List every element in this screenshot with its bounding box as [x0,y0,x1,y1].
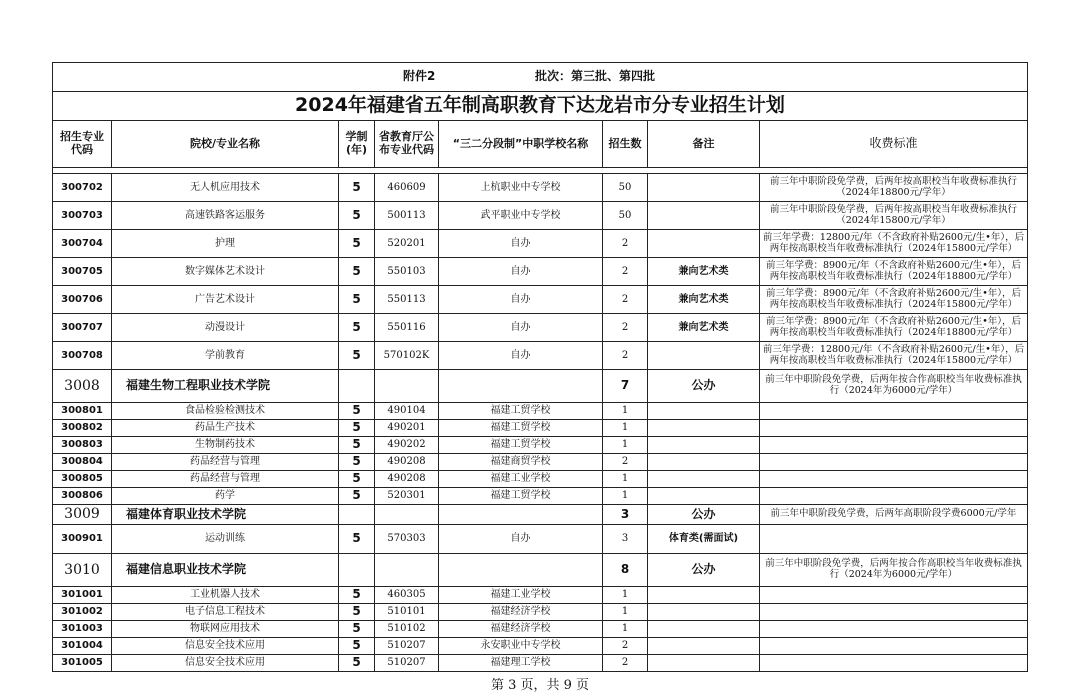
prov-code: 550113 [375,286,439,314]
years: 5 [339,488,375,505]
note [648,202,760,230]
prov-code: 490208 [375,454,439,471]
major-name: 高速铁路客运服务 [112,202,339,230]
school-count: 7 [603,370,648,403]
header-school: “三二分段制”中职学校名称 [439,121,603,168]
school-count: 3 [603,505,648,525]
major-code: 300707 [53,314,112,342]
school-type: 公办 [648,554,760,587]
school-type: 公办 [648,370,760,403]
years: 5 [339,286,375,314]
empty-cell [375,505,439,525]
empty-cell [760,420,1028,437]
major-code: 301003 [53,621,112,638]
table-row [53,230,1028,258]
empty-cell [760,471,1028,488]
empty-cell [339,554,375,587]
years: 5 [339,525,375,554]
table-row [53,655,1028,672]
years: 5 [339,471,375,488]
empty-cell [439,370,603,403]
header-note: 备注 [648,121,760,168]
school-name: 自办 [439,230,603,258]
table-row [53,471,1028,488]
major-name: 数字媒体艺术设计 [112,258,339,286]
empty-cell [760,587,1028,604]
table-row [53,286,1028,314]
school-fee: 前三年中职阶段免学费，后两年按合作高职校当年收费标准执行（2024年为6000元/学年） [760,554,1028,587]
empty-cell [648,604,760,621]
empty-cell [648,420,760,437]
school-code: 3010 [53,554,112,587]
years: 5 [339,587,375,604]
years: 5 [339,258,375,286]
major-name: 药品经营与管理 [112,471,339,488]
table-row [53,342,1028,370]
prov-code: 550116 [375,314,439,342]
enroll-count: 50 [603,202,648,230]
header-code: 招生专业代码 [53,121,112,168]
prov-code: 500113 [375,202,439,230]
fee-standard: 前三年学费：12800元/年（不含政府补贴2600元/生•年），后两年按高职校当年收费标准执行（2024年15800元/学年） [760,230,1028,258]
enroll-count: 2 [603,314,648,342]
table-row [53,403,1028,420]
enroll-count: 2 [603,286,648,314]
empty-cell [648,471,760,488]
major-name: 护理 [112,230,339,258]
school-type: 公办 [648,505,760,525]
major-code: 300901 [53,525,112,554]
school-name: 福建商贸学校 [439,454,603,471]
years: 5 [339,621,375,638]
major-code: 300704 [53,230,112,258]
major-name: 动漫设计 [112,314,339,342]
school-name: 福建工贸学校 [439,403,603,420]
major-name: 电子信息工程技术 [112,604,339,621]
years: 5 [339,604,375,621]
table-row [53,174,1028,202]
note: 兼向艺术类 [648,314,760,342]
years: 5 [339,655,375,672]
enroll-count: 1 [603,420,648,437]
major-name: 生物制药技术 [112,437,339,454]
school-name: 自办 [439,286,603,314]
school-fee: 前三年中职阶段免学费，后两年按合作高职校当年收费标准执行（2024年为6000元/学年） [760,370,1028,403]
table-row [53,202,1028,230]
empty-cell [760,655,1028,672]
empty-cell [760,604,1028,621]
enroll-count: 2 [603,258,648,286]
school-row [53,370,1028,403]
enroll-count: 2 [603,454,648,471]
empty-cell [648,488,760,505]
table-row [53,258,1028,286]
note: 体育类(需面试) [648,525,760,554]
empty-cell [648,454,760,471]
table-row [53,621,1028,638]
school-name: 福建经济学校 [439,604,603,621]
table-row [53,420,1028,437]
document-title: 2024年福建省五年制高职教育下达龙岩市分专业招生计划 [53,92,1028,121]
empty-cell [760,403,1028,420]
major-name: 广告艺术设计 [112,286,339,314]
enroll-count: 1 [603,471,648,488]
enroll-count: 50 [603,174,648,202]
major-name: 药品经营与管理 [112,454,339,471]
enrollment-plan-table [52,62,1028,672]
prov-code: 510207 [375,638,439,655]
years: 5 [339,202,375,230]
major-code: 300803 [53,437,112,454]
table-row [53,604,1028,621]
major-code: 300702 [53,174,112,202]
major-name: 药学 [112,488,339,505]
enroll-count: 1 [603,621,648,638]
header-count: 招生数 [603,121,648,168]
major-code: 300805 [53,471,112,488]
years: 5 [339,420,375,437]
fee-standard: 前三年学费：8900元/年（不含政府补贴2600元/生•年），后两年按高职校当年收费标准执行（2024年18800元/学年） [760,258,1028,286]
prov-code: 510102 [375,621,439,638]
major-name: 物联网应用技术 [112,621,339,638]
empty-cell [439,505,603,525]
major-name: 药品生产技术 [112,420,339,437]
table-row [53,454,1028,471]
prov-code: 550103 [375,258,439,286]
enroll-count: 2 [603,655,648,672]
table-row [53,638,1028,655]
years: 5 [339,403,375,420]
column-header-row [53,121,1028,168]
school-name: 福建工贸学校 [439,420,603,437]
prov-code: 520201 [375,230,439,258]
major-code: 301004 [53,638,112,655]
major-code: 300804 [53,454,112,471]
enroll-count: 1 [603,403,648,420]
header-fee: 收费标准 [760,121,1028,168]
empty-cell [648,621,760,638]
empty-cell [760,621,1028,638]
attachment-cell [53,63,1028,92]
years: 5 [339,230,375,258]
enroll-count: 1 [603,604,648,621]
school-code: 3008 [53,370,112,403]
years: 5 [339,437,375,454]
empty-cell [648,638,760,655]
prov-code: 490208 [375,471,439,488]
major-code: 300801 [53,403,112,420]
enroll-count: 2 [603,638,648,655]
fee-standard: 前三年中职阶段免学费，后两年按高职校当年收费标准执行（2024年18800元/学年） [760,174,1028,202]
empty-cell [760,638,1028,655]
school-name: 上杭职业中专学校 [439,174,603,202]
major-name: 工业机器人技术 [112,587,339,604]
note [648,174,760,202]
fee-standard: 前三年中职阶段免学费，后两年按高职校当年收费标准执行（2024年15800元/学年） [760,202,1028,230]
prov-code: 490202 [375,437,439,454]
school-fee: 前三年中职阶段免学费，后两年高职阶段学费6000元/学年 [760,505,1028,525]
batch-label: 批次：第三批、第四批 [534,69,655,84]
school-code: 3009 [53,505,112,525]
school-name: 福建经济学校 [439,621,603,638]
empty-cell [375,554,439,587]
major-name: 无人机应用技术 [112,174,339,202]
school-name: 武平职业中专学校 [439,202,603,230]
note [648,230,760,258]
empty-cell [648,655,760,672]
empty-cell [760,525,1028,554]
note [648,342,760,370]
empty-cell [339,505,375,525]
table-row [53,525,1028,554]
school-name: 自办 [439,258,603,286]
empty-cell [760,437,1028,454]
empty-cell [375,370,439,403]
major-code: 301002 [53,604,112,621]
table-row [53,437,1028,454]
major-code: 301001 [53,587,112,604]
school-title: 福建生物工程职业技术学院 [112,370,339,403]
prov-code: 460305 [375,587,439,604]
enroll-count: 1 [603,488,648,505]
major-code: 300708 [53,342,112,370]
enroll-count: 1 [603,587,648,604]
plan-sheet [52,62,1027,672]
major-name: 食品检验检测技术 [112,403,339,420]
prov-code: 570102K [375,342,439,370]
major-code: 300705 [53,258,112,286]
school-count: 8 [603,554,648,587]
prov-code: 570303 [375,525,439,554]
school-title: 福建体育职业技术学院 [112,505,339,525]
empty-cell [439,554,603,587]
fee-standard: 前三年学费：12800元/年（不含政府补贴2600元/生•年），后两年按高职校当年收费标准执行（2024年15800元/学年） [760,342,1028,370]
attachment-row [53,63,1028,92]
note: 兼向艺术类 [648,258,760,286]
school-name: 福建工业学校 [439,471,603,488]
fee-standard: 前三年学费：8900元/年（不含政府补贴2600元/生•年），后两年按高职校当年收费标准执行（2024年18800元/学年） [760,314,1028,342]
enroll-count: 2 [603,342,648,370]
years: 5 [339,314,375,342]
enroll-count: 2 [603,230,648,258]
prov-code: 510207 [375,655,439,672]
fee-standard: 前三年学费：8900元/年（不含政府补贴2600元/生•年），后两年按高职校当年收费标准执行（2024年15800元/学年） [760,286,1028,314]
prov-code: 490104 [375,403,439,420]
major-code: 300802 [53,420,112,437]
header-name: 院校/专业名称 [112,121,339,168]
table-row [53,488,1028,505]
school-title: 福建信息职业技术学院 [112,554,339,587]
page-footer: 第 3 页，共 9 页 [490,678,590,693]
header-prov-code: 省教育厅公布专业代码 [375,121,439,168]
header-years: 学制(年) [339,121,375,168]
note: 兼向艺术类 [648,286,760,314]
years: 5 [339,174,375,202]
school-name: 福建理工学校 [439,655,603,672]
years: 5 [339,454,375,471]
empty-cell [760,454,1028,471]
major-code: 300706 [53,286,112,314]
prov-code: 510101 [375,604,439,621]
empty-cell [339,370,375,403]
school-row [53,505,1028,525]
major-code: 301005 [53,655,112,672]
table-row [53,587,1028,604]
years: 5 [339,638,375,655]
school-name: 自办 [439,525,603,554]
empty-cell [648,437,760,454]
major-name: 信息安全技术应用 [112,655,339,672]
major-code: 300806 [53,488,112,505]
empty-cell [648,587,760,604]
title-row [53,92,1028,121]
enroll-count: 3 [603,525,648,554]
major-name: 学前教育 [112,342,339,370]
table-row [53,314,1028,342]
empty-cell [648,403,760,420]
major-name: 信息安全技术应用 [112,638,339,655]
major-name: 运动训练 [112,525,339,554]
school-name: 福建工贸学校 [439,437,603,454]
empty-cell [760,488,1028,505]
prov-code: 460609 [375,174,439,202]
attachment-label: 附件2 [403,69,436,84]
major-code: 300703 [53,202,112,230]
prov-code: 490201 [375,420,439,437]
school-name: 自办 [439,342,603,370]
school-name: 自办 [439,314,603,342]
enroll-count: 1 [603,437,648,454]
school-name: 永安职业中专学校 [439,638,603,655]
years: 5 [339,342,375,370]
school-name: 福建工业学校 [439,587,603,604]
prov-code: 520301 [375,488,439,505]
school-row [53,554,1028,587]
school-name: 福建工贸学校 [439,488,603,505]
